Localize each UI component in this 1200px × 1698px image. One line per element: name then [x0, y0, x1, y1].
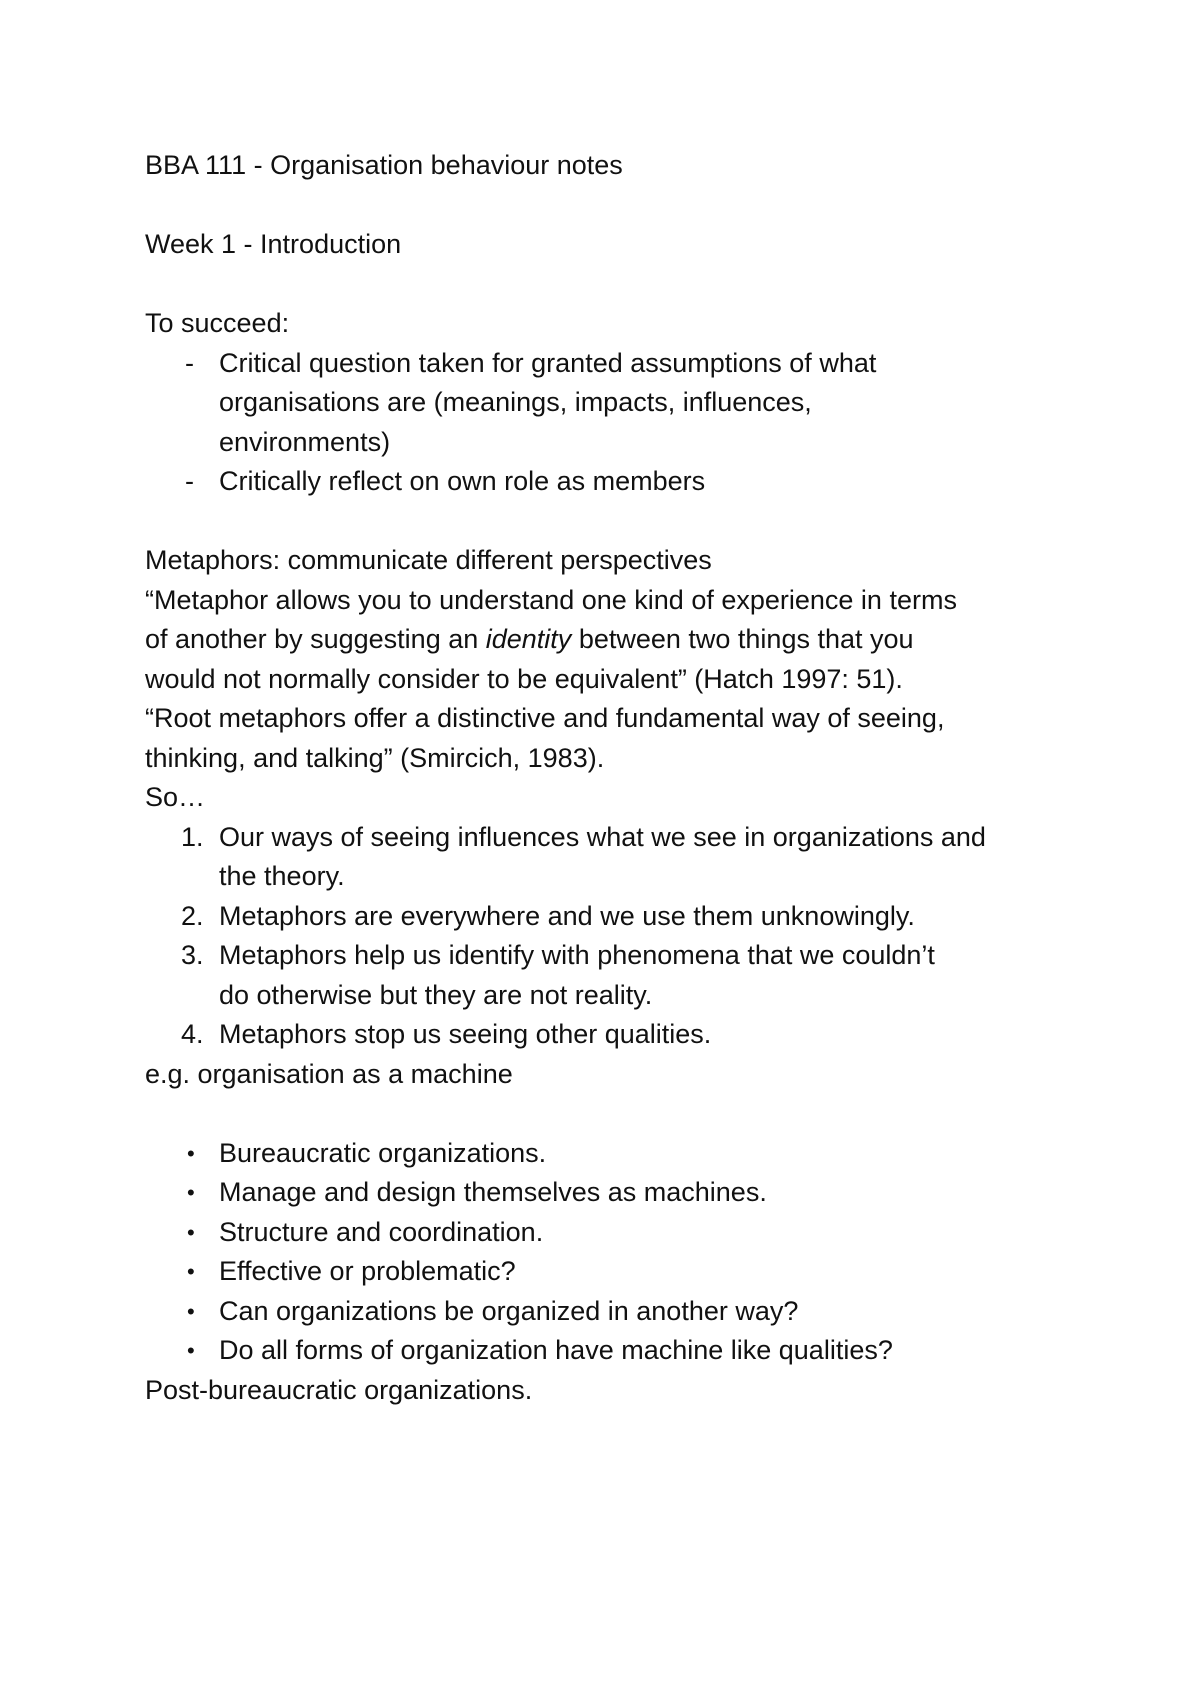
bullet-marker: • [187, 1259, 195, 1284]
list-item [145, 462, 1085, 502]
list-item-line: organisations are (meanings, impacts, influences, [219, 387, 812, 417]
bullet-marker: • [187, 1219, 195, 1245]
list-item-line: Structure and coordination. [219, 1216, 544, 1247]
list-item [145, 897, 1085, 937]
bullet-marker: • [187, 1338, 195, 1363]
identity-emphasis: identity [485, 624, 572, 654]
list-item-line: Critical question taken for granted assumptions of what [219, 347, 877, 378]
list-item-line: Effective or problematic? [219, 1256, 516, 1286]
list-item-line: Bureaucratic organizations. [219, 1137, 547, 1168]
list-item-line: Metaphors are everywhere and we use them unknowingly. [219, 900, 915, 931]
list-item-line: environments) [219, 426, 391, 457]
smircich-quote-line: “Root metaphors offer a distinctive and fundamental way of seeing, [145, 703, 945, 733]
list-item [145, 1292, 1085, 1332]
quote-text: of another by suggesting an [145, 624, 486, 654]
document-title: BBA 111 - Organisation behaviour notes [145, 150, 623, 180]
list-item [145, 1331, 1085, 1371]
list-item [145, 936, 1085, 1015]
list-item-line: Our ways of seeing influences what we see in organizations and [219, 821, 986, 852]
number-marker: 3. [181, 940, 204, 970]
spacer [145, 502, 1085, 542]
list-item [145, 1173, 1085, 1213]
spacer [145, 265, 1085, 305]
list-item-line: Metaphors help us identify with phenomena that we couldn’t [219, 940, 935, 970]
list-item [145, 1015, 1085, 1055]
numbered-list [145, 818, 1085, 1055]
dash-marker: - [185, 466, 194, 496]
list-item-line: Critically reflect on own role as members [219, 466, 706, 496]
bullet-marker: • [187, 1140, 195, 1166]
list-item [145, 344, 1085, 463]
week-heading: Week 1 - Introduction [145, 229, 402, 259]
list-item [145, 818, 1085, 897]
bullet-marker: • [187, 1298, 195, 1324]
document-body [145, 146, 1085, 1410]
number-marker: 2. [181, 900, 204, 931]
succeed-heading: To succeed: [145, 308, 290, 338]
smircich-quote-line: thinking, and talking” (Smircich, 1983). [145, 742, 605, 773]
list-item-line: Metaphors stop us seeing other qualities. [219, 1019, 712, 1049]
spacer [145, 186, 1085, 226]
list-item-line: do otherwise but they are not reality. [219, 979, 653, 1010]
list-item-line: the theory. [219, 861, 345, 891]
bullet-marker: • [187, 1180, 195, 1205]
example-line: e.g. organisation as a machine [145, 1058, 513, 1089]
number-marker: 1. [181, 821, 204, 852]
list-item-line: Manage and design themselves as machines. [219, 1177, 767, 1207]
hatch-quote-line [145, 620, 1085, 660]
list-item [145, 1252, 1085, 1292]
spacer [145, 1094, 1085, 1134]
dash-marker: - [185, 347, 194, 378]
bullet-list [145, 1134, 1085, 1371]
number-marker: 4. [181, 1019, 204, 1049]
succeed-list [145, 344, 1085, 502]
closing-line: Post-bureaucratic organizations. [145, 1374, 533, 1405]
list-item-line: Can organizations be organized in another way? [219, 1295, 799, 1326]
hatch-quote-line: “Metaphor allows you to understand one kind of experience in terms [145, 584, 957, 615]
list-item-line: Do all forms of organization have machine like qualities? [219, 1335, 893, 1365]
hatch-quote-line: would not normally consider to be equivalent” (Hatch 1997: 51). [145, 663, 903, 694]
list-item [145, 1213, 1085, 1253]
list-item [145, 1134, 1085, 1174]
metaphors-heading: Metaphors: communicate different perspectives [145, 545, 712, 575]
quote-text: between two things that you [571, 624, 914, 654]
so-label: So… [145, 782, 206, 812]
